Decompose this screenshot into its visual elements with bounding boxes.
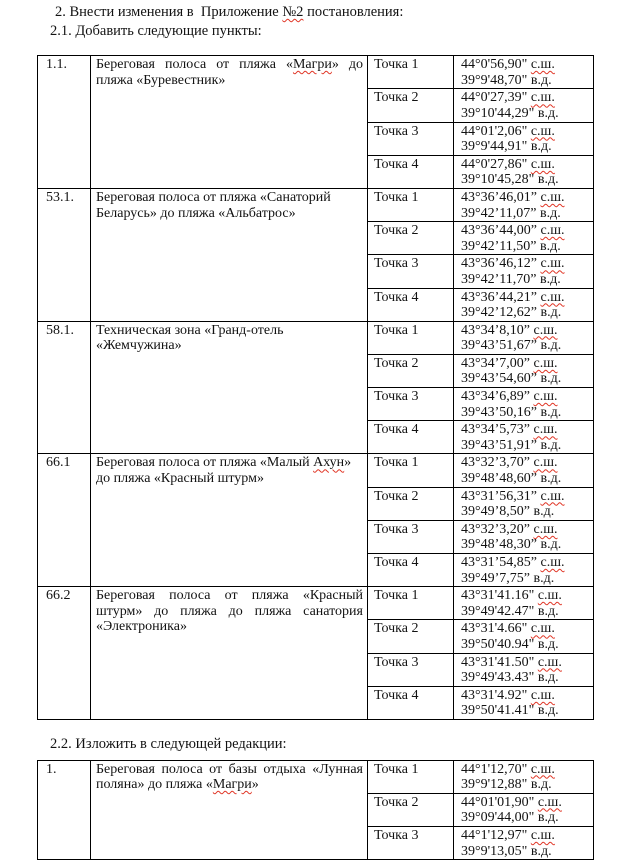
point-label: Точка 3 — [368, 826, 454, 859]
longitude-suffix: в.д. — [537, 172, 559, 188]
latitude-value: 43°31’54,85” — [461, 555, 537, 570]
coastline-revision-table — [37, 760, 594, 861]
latitude-suffix: с.ш. — [530, 90, 555, 106]
longitude — [461, 405, 590, 421]
row-number: 1. — [38, 760, 91, 860]
longitude-suffix: в.д. — [539, 238, 561, 254]
latitude-value: 43°36’46,01” — [461, 189, 537, 205]
point-label: Точка 2 — [368, 620, 454, 653]
longitude-suffix: в.д. — [540, 471, 562, 487]
longitude-value: 39°9'12,88" — [461, 777, 528, 793]
latitude-suffix: с.ш. — [530, 761, 555, 777]
point-coordinates — [454, 793, 594, 826]
latitude-value: 43°36’44,00” — [461, 223, 537, 239]
latitude-suffix: с.ш. — [540, 555, 565, 570]
longitude-value: 39°42’11,50” — [461, 238, 537, 254]
latitude-value: 43°31'41.16" — [461, 588, 535, 604]
row-description — [91, 587, 368, 720]
longitude — [461, 371, 590, 387]
latitude-value: 44°1'12,70" — [461, 761, 528, 777]
longitude-suffix: в.д. — [533, 504, 555, 520]
latitude-value: 44°0'56,90" — [461, 57, 528, 73]
longitude-value: 39°50'40.94" — [461, 636, 535, 652]
latitude-suffix: с.ш. — [533, 355, 558, 371]
point-coordinates — [454, 587, 594, 620]
point-coordinates — [454, 487, 594, 520]
latitude-value: 43°36’44,21” — [461, 289, 537, 305]
latitude — [461, 555, 590, 571]
longitude — [461, 172, 590, 188]
latitude-value: 44°01'01,90" — [461, 794, 535, 810]
latitude-suffix: с.ш. — [530, 156, 555, 172]
longitude-suffix: в.д. — [537, 810, 559, 826]
table-row — [38, 188, 594, 221]
latitude-value: 43°34’6,89” — [461, 389, 530, 405]
latitude-suffix: с.ш. — [530, 827, 555, 843]
longitude — [461, 73, 590, 89]
latitude — [461, 356, 590, 372]
latitude-suffix: с.ш. — [540, 256, 565, 272]
longitude — [461, 106, 590, 122]
longitude — [461, 810, 590, 826]
latitude-value: 43°31’56,31” — [461, 488, 537, 504]
point-label: Точка 4 — [368, 155, 454, 188]
latitude — [461, 588, 590, 604]
table-row — [38, 587, 594, 620]
longitude-suffix: в.д. — [540, 404, 562, 420]
latitude — [461, 455, 590, 471]
longitude-value: 39°9'48,70" — [461, 72, 528, 88]
point-coordinates — [454, 155, 594, 188]
latitude — [461, 290, 590, 306]
point-label: Точка 2 — [368, 354, 454, 387]
heading-amend-post: постановления: — [303, 4, 404, 20]
latitude-suffix: с.ш. — [533, 389, 558, 405]
longitude-suffix: в.д. — [537, 636, 559, 652]
point-label: Точка 2 — [368, 89, 454, 122]
point-coordinates — [454, 89, 594, 122]
longitude-suffix: в.д. — [530, 72, 552, 88]
longitude-value: 39°48’48,60” — [461, 471, 537, 487]
point-label: Точка 1 — [368, 321, 454, 354]
latitude — [461, 688, 590, 704]
point-label: Точка 1 — [368, 760, 454, 793]
latitude-value: 43°31'4.66" — [461, 621, 528, 637]
point-coordinates — [454, 188, 594, 221]
longitude — [461, 670, 590, 686]
longitude-value: 39°42’12,62” — [461, 305, 537, 321]
point-label: Точка 1 — [368, 454, 454, 487]
longitude — [461, 239, 590, 255]
row-number: 58.1. — [38, 321, 91, 454]
longitude-suffix: в.д. — [540, 305, 562, 321]
description-text: Береговая полоса от пляжа «Санаторий Беларусь» до пляжа «Альбатрос» — [96, 189, 331, 221]
longitude — [461, 272, 590, 288]
longitude-suffix: в.д. — [539, 271, 561, 287]
longitude-value: 39°10'45,28" — [461, 172, 535, 188]
latitude — [461, 256, 590, 272]
latitude — [461, 223, 590, 239]
longitude-value: 39°50'41.41" — [461, 703, 535, 719]
latitude — [461, 489, 590, 505]
latitude — [461, 57, 590, 73]
latitude-suffix: с.ш. — [530, 123, 555, 139]
longitude-value: 39°49'43.43" — [461, 670, 535, 686]
heading-amend-pre: 2. Внести изменения в Приложение — [55, 4, 283, 20]
point-label: Точка 1 — [368, 587, 454, 620]
latitude-value: 43°34’5,73” — [461, 422, 530, 438]
point-label: Точка 1 — [368, 188, 454, 221]
longitude-value: 39°42’11,70” — [461, 271, 537, 287]
latitude-value: 43°32’3,70” — [461, 455, 530, 471]
longitude-value: 39°43’54,60” — [461, 371, 537, 387]
longitude-value: 39°9'44,91" — [461, 139, 528, 155]
longitude — [461, 604, 590, 620]
point-label: Точка 2 — [368, 487, 454, 520]
latitude-suffix: с.ш. — [533, 422, 558, 438]
description-text: Береговая полоса от пляжа «Малый — [96, 455, 314, 471]
point-coordinates — [454, 421, 594, 454]
point-coordinates — [454, 653, 594, 686]
longitude — [461, 537, 590, 553]
longitude-value: 39°42’11,07” — [461, 205, 537, 221]
description-text: » до пляжа «Буревестник» — [96, 57, 364, 88]
latitude-suffix: с.ш. — [530, 621, 555, 637]
longitude — [461, 471, 590, 487]
point-coordinates — [454, 826, 594, 859]
latitude-value: 43°34’8,10” — [461, 322, 530, 338]
latitude-suffix: с.ш. — [537, 654, 562, 670]
point-label: Точка 3 — [368, 122, 454, 155]
longitude-suffix: в.д. — [539, 205, 561, 221]
latitude — [461, 389, 590, 405]
latitude-value: 44°1'12,97" — [461, 827, 528, 843]
latitude-value: 43°31'4.92" — [461, 687, 528, 703]
latitude — [461, 795, 590, 811]
longitude-suffix: в.д. — [540, 371, 562, 387]
heading-revision: 2.2. Изложить в следующей редакции: — [50, 735, 287, 752]
row-number: 66.2 — [38, 587, 91, 720]
longitude-value: 39°49’7,75” — [461, 570, 530, 586]
point-label: Точка 4 — [368, 421, 454, 454]
latitude-value: 44°0'27,86" — [461, 156, 528, 172]
latitude — [461, 828, 590, 844]
point-coordinates — [454, 321, 594, 354]
longitude-suffix: в.д. — [530, 139, 552, 155]
longitude-suffix: в.д. — [537, 603, 559, 619]
longitude-value: 39°43’51,67” — [461, 338, 537, 354]
longitude-value: 39°09'44,00" — [461, 810, 535, 826]
misspelled-word: Ахун — [313, 455, 345, 471]
longitude-value: 39°43’50,16” — [461, 404, 537, 420]
latitude-suffix: с.ш. — [540, 223, 565, 239]
point-coordinates — [454, 388, 594, 421]
latitude — [461, 422, 590, 438]
latitude-value: 43°32’3,20” — [461, 521, 530, 537]
row-description — [91, 188, 368, 321]
longitude-value: 39°9'13,05" — [461, 843, 528, 859]
longitude-suffix: в.д. — [537, 105, 559, 121]
description-text: Береговая полоса от базы отдыха «Лунная поляна» до пляжа « — [96, 761, 363, 793]
latitude-value: 43°34’7,00” — [461, 355, 530, 371]
longitude — [461, 139, 590, 155]
latitude — [461, 323, 590, 339]
misspelled-word: Магри — [212, 777, 252, 793]
latitude-suffix: с.ш. — [540, 189, 565, 205]
latitude — [461, 90, 590, 106]
longitude-suffix: в.д. — [537, 703, 559, 719]
row-number: 53.1. — [38, 188, 91, 321]
latitude-suffix: с.ш. — [540, 488, 565, 504]
longitude-suffix: в.д. — [533, 570, 555, 586]
point-label: Точка 4 — [368, 686, 454, 719]
point-coordinates — [454, 255, 594, 288]
longitude — [461, 504, 590, 520]
longitude-value: 39°48’48,30” — [461, 537, 537, 553]
heading-amend-appendix — [55, 5, 622, 21]
longitude-value: 39°43’51,91” — [461, 437, 537, 453]
longitude — [461, 777, 590, 793]
latitude-value: 43°36’46,12” — [461, 256, 537, 272]
point-label: Точка 3 — [368, 255, 454, 288]
latitude — [461, 522, 590, 538]
table-row — [38, 56, 594, 89]
misspelled-word: Магри — [292, 57, 332, 73]
longitude-suffix: в.д. — [540, 338, 562, 354]
description-text: » до пляжа «Красный штурм» — [96, 455, 352, 487]
longitude — [461, 637, 590, 653]
table-row — [38, 321, 594, 354]
row-number: 1.1. — [38, 56, 91, 189]
point-coordinates — [454, 620, 594, 653]
description-text: Береговая полоса от пляжа « — [96, 57, 293, 73]
longitude — [461, 571, 590, 587]
longitude-value: 39°10'44,29" — [461, 105, 535, 121]
point-coordinates — [454, 354, 594, 387]
row-description — [91, 454, 368, 587]
longitude-value: 39°49’8,50” — [461, 504, 530, 520]
row-description — [91, 321, 368, 454]
latitude-suffix: с.ш. — [537, 588, 562, 604]
longitude — [461, 438, 590, 454]
heading-add-items: 2.1. Добавить следующие пункты: — [50, 22, 262, 39]
latitude-suffix: с.ш. — [533, 521, 558, 537]
point-label: Точка 3 — [368, 653, 454, 686]
longitude — [461, 703, 590, 719]
latitude-suffix: с.ш. — [533, 322, 558, 338]
latitude-suffix: с.ш. — [540, 289, 565, 305]
longitude-suffix: в.д. — [530, 777, 552, 793]
description-text: » — [251, 777, 259, 793]
latitude — [461, 124, 590, 140]
point-coordinates — [454, 554, 594, 587]
longitude — [461, 206, 590, 222]
longitude — [461, 305, 590, 321]
latitude-value: 43°31'41.50" — [461, 654, 535, 670]
point-label: Точка 2 — [368, 222, 454, 255]
latitude — [461, 190, 590, 206]
latitude-suffix: с.ш. — [530, 57, 555, 73]
point-label: Точка 3 — [368, 520, 454, 553]
table-row — [38, 760, 594, 793]
latitude — [461, 157, 590, 173]
point-coordinates — [454, 520, 594, 553]
point-label: Точка 2 — [368, 793, 454, 826]
latitude — [461, 655, 590, 671]
coastline-additions-table — [37, 55, 594, 720]
longitude — [461, 338, 590, 354]
point-coordinates — [454, 760, 594, 793]
row-number: 66.1 — [38, 454, 91, 587]
latitude — [461, 621, 590, 637]
row-description — [91, 56, 368, 189]
heading-appendix-number: №2 — [282, 4, 304, 20]
longitude — [461, 844, 590, 860]
point-label: Точка 4 — [368, 554, 454, 587]
point-label: Точка 3 — [368, 388, 454, 421]
longitude-value: 39°49'42.47" — [461, 603, 535, 619]
longitude-suffix: в.д. — [540, 437, 562, 453]
point-coordinates — [454, 122, 594, 155]
point-label: Точка 1 — [368, 56, 454, 89]
table-row — [38, 454, 594, 487]
latitude-suffix: с.ш. — [533, 455, 558, 471]
latitude-suffix: с.ш. — [530, 687, 555, 703]
latitude-suffix: с.ш. — [537, 794, 562, 810]
point-coordinates — [454, 222, 594, 255]
latitude-value: 44°0'27,39" — [461, 90, 528, 106]
point-label: Точка 4 — [368, 288, 454, 321]
longitude-suffix: в.д. — [530, 843, 552, 859]
latitude-value: 44°01'2,06" — [461, 123, 528, 139]
row-description — [91, 760, 368, 860]
longitude-suffix: в.д. — [540, 537, 562, 553]
point-coordinates — [454, 56, 594, 89]
point-coordinates — [454, 686, 594, 719]
latitude — [461, 762, 590, 778]
longitude-suffix: в.д. — [537, 670, 559, 686]
point-coordinates — [454, 454, 594, 487]
description-text: Береговая полоса от пляжа «Красный штурм» до пляжа до пляжа санатория «Электроника» — [96, 588, 363, 635]
point-coordinates — [454, 288, 594, 321]
description-text: Техническая зона «Гранд-отель «Жемчужина» — [96, 322, 284, 354]
